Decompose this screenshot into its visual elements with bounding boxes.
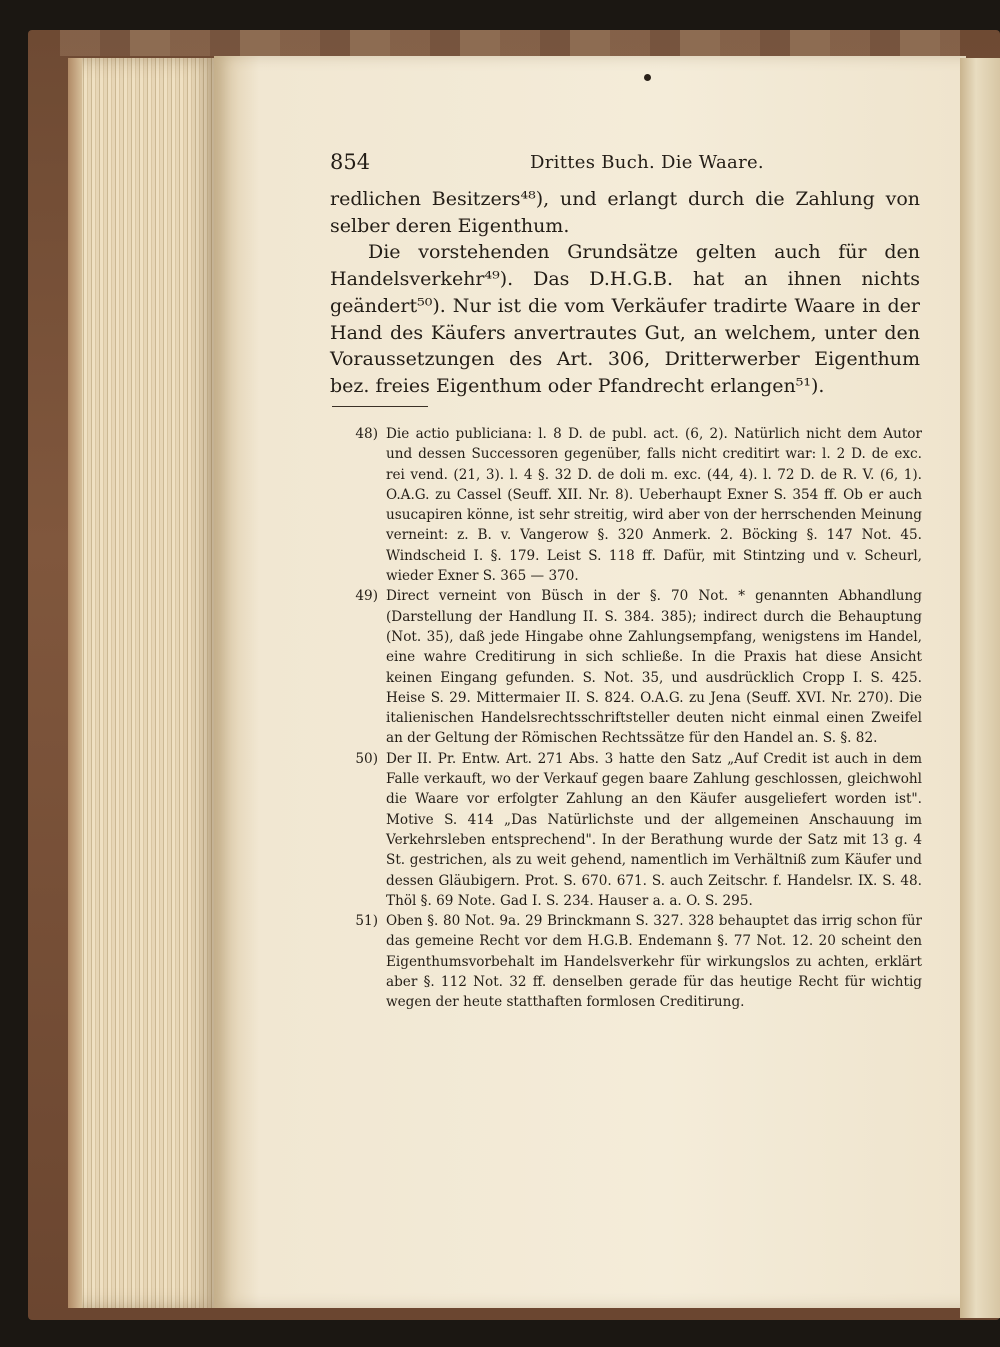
ink-spot <box>644 74 651 81</box>
footnote-48 <box>330 424 922 586</box>
main-text <box>330 186 920 400</box>
footnote-rule <box>332 406 428 407</box>
footnote-number: 49) <box>355 588 378 605</box>
cover-top-edge <box>60 30 960 56</box>
running-head: Drittes Buch. Die Waare. <box>530 152 764 173</box>
footnote-number: 50) <box>355 750 378 767</box>
paragraph-1: redlichen Besitzers⁴⁸), und erlangt durch die Zahlung von selber deren Eigenthum. <box>330 188 920 237</box>
footnotes <box>330 424 922 1013</box>
page-edges <box>68 58 218 1308</box>
footnote-number: 51) <box>355 913 378 930</box>
paragraph-2: Die vorstehenden Grundsätze gelten auch für den Handelsverkehr⁴⁹). Das D.H.G.B. hat an ihnen nichts geändert⁵⁰). Nur ist die vom Verkäufer tradirte Waare in der Hand des Käufers anvertrautes Gut, an welchem, unter den Voraussetzungen des Art. 306, Dritterwerber Eigenthum bez. freies Eigenthum oder Pfandrecht erlangen⁵¹). <box>330 241 920 397</box>
footnote-51 <box>330 911 922 1012</box>
page-number: 854 <box>330 150 371 174</box>
footnote-text: Direct verneint von Büsch in der §. 70 Not. * genannten Abhandlung (Darstellung der Handlung II. S. 384. 385); indirect durch die Behauptung (Not. 35), daß jede Hingabe ohne Zahlungsempfang, wenigstens im Handel, eine wahre Creditirung in sich schließe. In die Praxis hat diese Ansicht keinen Eingang gefunden. S. Not. 35, und ausdrücklich Cropp I. S. 425. Heise S. 29. Mittermaier II. S. 824. O.A.G. zu Jena (Seuff. XVI. Nr. 270). Die italienischen Handelsrechtsschriftsteller deuten nicht einmal einen Zweifel an der Geltung der Römischen Rechtssätze für den Handel an. S. §. 82. <box>386 588 922 747</box>
next-page-edge <box>960 58 1000 1318</box>
footnote-text: Die actio publiciana: l. 8 D. de publ. act. (6, 2). Natürlich nicht dem Autor und dessen Successoren gegenüber, falls nicht creditirt war: l. 2 D. de exc. rei vend. (21, 3). l. 4 §. 32 D. de doli m. exc. (44, 4). l. 72 D. de R. V. (6, 1). O.A.G. zu Cassel (Seuff. XII. Nr. 8). Ueberhaupt Exner S. 354 ff. Ob er auch usucapiren könne, ist sehr streitig, wird aber von der herrschenden Meinung verneint: z. B. v. Vangerow §. 320 Anmerk. 2. Böcking §. 147 Not. 45. Windscheid I. §. 179. Leist S. 118 ff. Dafür, mit Stintzing und v. Scheurl, wieder Exner S. 365 — 370. <box>386 426 922 585</box>
footnote-text: Oben §. 80 Not. 9a. 29 Brinckmann S. 327. 328 behauptet das irrig schon für das gemeine Recht vor dem H.G.B. Endemann §. 77 Not. 12. 20 scheint den Eigenthumsvorbehalt im Handelsverkehr für wirkungslos zu achten, erklärt aber §. 112 Not. 32 ff. denselben gerade für das heutige Recht für wichtig wegen der heute statthaften formlosen Creditirung. <box>386 913 922 1011</box>
page-header <box>330 150 920 180</box>
footnote-50 <box>330 749 922 911</box>
footnote-49 <box>330 586 922 748</box>
footnote-text: Der II. Pr. Entw. Art. 271 Abs. 3 hatte den Satz „Auf Credit ist auch in dem Falle verkauft, wo der Verkauf gegen baare Zahlung geschlossen, gleichwohl die Waare vor erfolgter Zahlung an den Käufer ausgeliefert worden ist". Motive S. 414 „Das Natürlichste und der allgemeinen Anschauung im Verkehrsleben entsprechend". In der Berathung wurde der Satz mit 13 g. 4 St. gestrichen, als zu weit gehend, namentlich im Verhältniß zum Käufer und dessen Gläubigern. Prot. S. 670. 671. S. auch Zeitschr. f. Handelsr. IX. S. 48. Thöl §. 69 Note. Gad I. S. 234. Hauser a. a. O. S. 295. <box>386 750 922 909</box>
footnote-number: 48) <box>355 426 378 442</box>
